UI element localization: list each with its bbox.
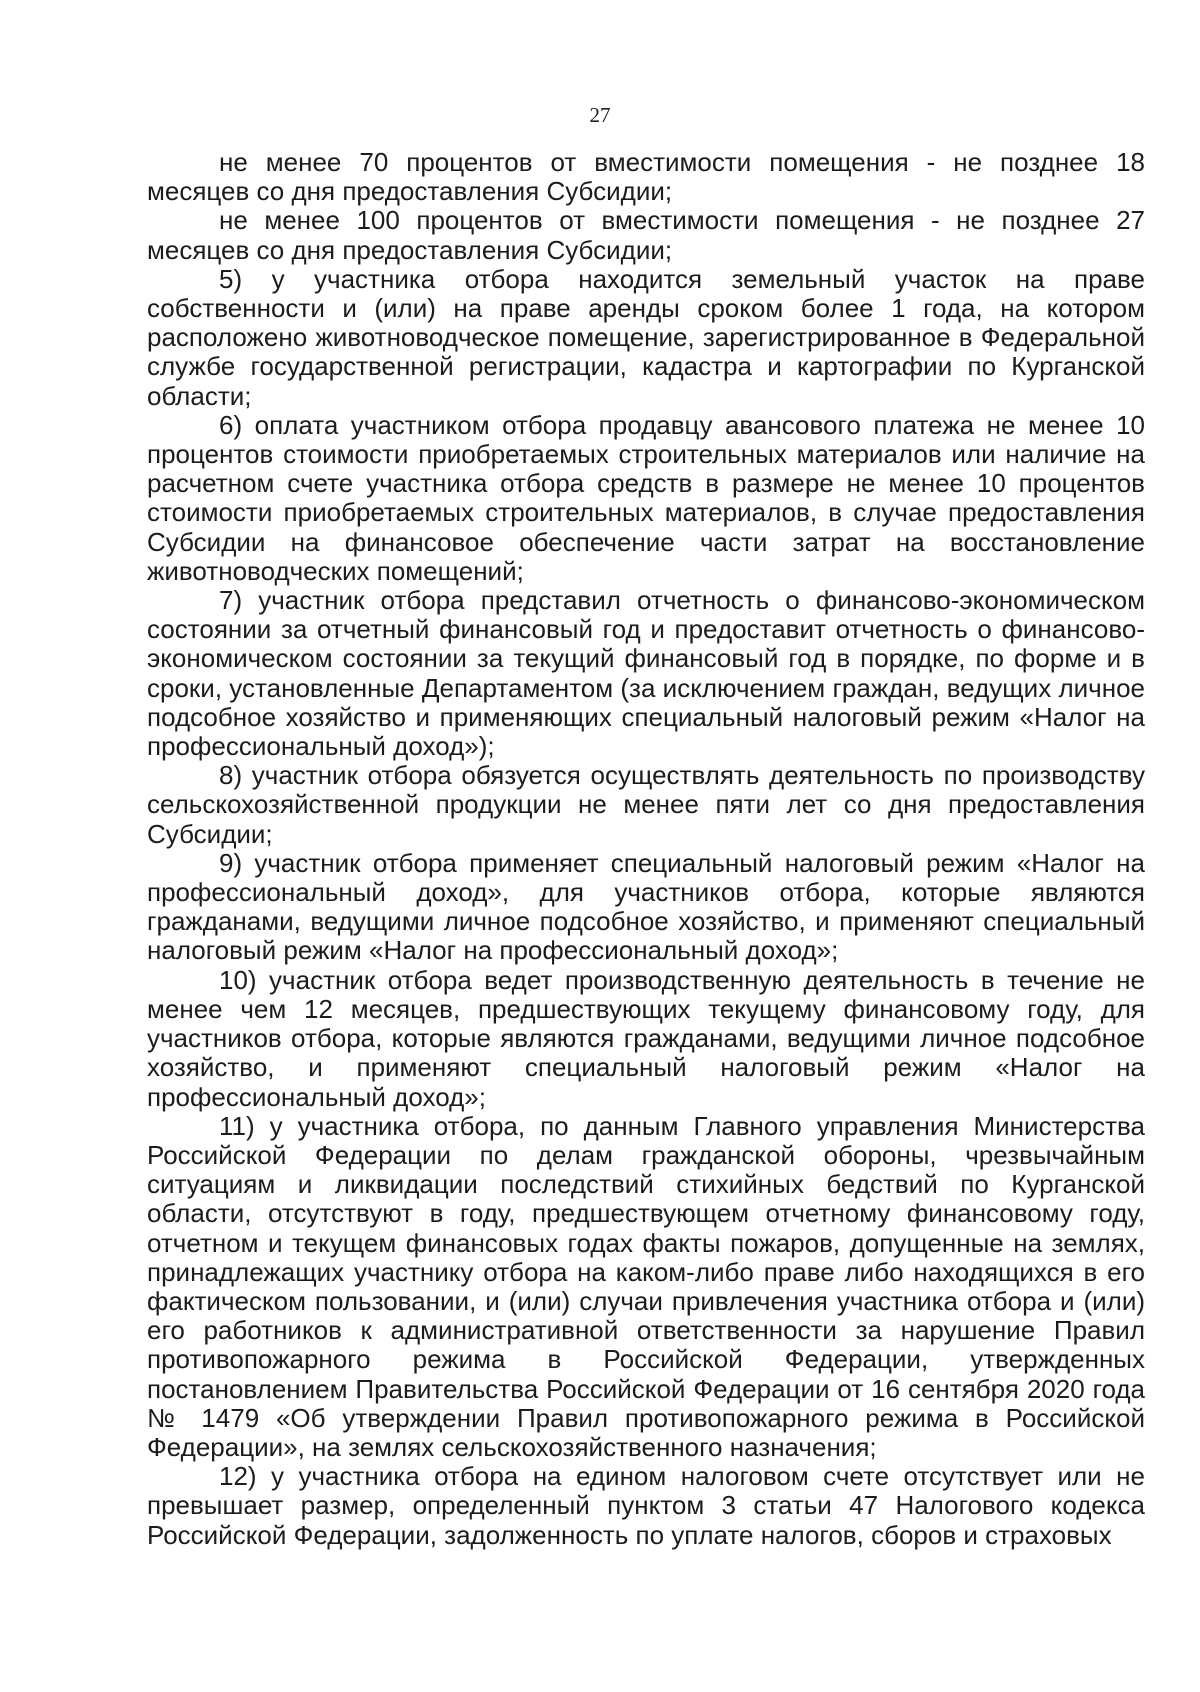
paragraph-item-11: 11) у участника отбора, по данным Главного управления Министерства Российской Федерации по делам гражданской обороны, чрезвычайным ситуациям и ликвидации последствий стихийных бедствий по Курганской области, отсутствуют в году, предшествующем отчетному финансовому году, отчетном и текущем финансовых годах факты пожаров, допущенные на землях, принадлежащих участнику отбора на каком-либо праве либо находящихся в его фактическом пользовании, и (или) случаи привлечения участника отбора и (или) его работников к административной ответственности за нарушение Правил противопожарного режима в Российской Федерации, утвержденных постановлением Правительства Российской Федерации от 16 сентября 2020 года № 1479 «Об утверждении Правил противопожарного режима в Российской Федерации», на землях сельскохозяйственного назначения; <box>147 1110 1145 1462</box>
paragraph-item-5: 5) у участника отбора находится земельный участок на праве собственности и (или) на праве аренды сроком более 1 года, на котором расположено животноводческое помещение, зарегистрированное в Федеральной службе государственной регистрации, кадастра и картографии по Курганской области; <box>147 263 1145 411</box>
page-number: 27 <box>589 103 611 127</box>
paragraph-item-7: 7) участник отбора представил отчетность о финансово-экономическом состоянии за отчетный финансовый год и предоставит отчетность о финансово-экономическом состоянии за текущий финансовый год в порядке, по форме и в сроки, установленные Департаментом (за исключением граждан, ведущих личное подсобное хозяйство и применяющих специальный налоговый режим «Налог на профессиональный доход»); <box>147 585 1145 762</box>
paragraph-item-6: 6) оплата участником отбора продавцу авансового платежа не менее 10 процентов стоимости приобретаемых строительных материалов или наличие на расчетном счете участника отбора средств в размере не менее 10 процентов стоимости приобретаемых строительных материалов, в случае предоставления Субсидии на финансовое обеспечение части затрат на восстановление животноводческих помещений; <box>147 409 1145 586</box>
paragraph-item-10: 10) участник отбора ведет производственную деятельность в течение не менее чем 12 месяцев, предшествующих текущему финансовому году, для участников отбора, которые являются гражданами, ведущими личное подсобное хозяйство, и применяют специальный налоговый режим «Налог на профессиональный доход»; <box>147 964 1145 1112</box>
paragraph-item-12: 12) у участника отбора на едином налоговом счете отсутствует или не превышает размер, определенный пунктом 3 статьи 47 Налогового кодекса Российской Федерации, задолженность по уплате налогов, сборов и страховых <box>147 1461 1145 1550</box>
paragraph-condition-100-percent: не менее 100 процентов от вместимости помещения - не позднее 27 месяцев со дня предоставления Субсидии; <box>147 205 1145 265</box>
paragraph-item-8: 8) участник отбора обязуется осуществлять деятельность по производству сельскохозяйственной продукции не менее пяти лет со дня предоставления Субсидии; <box>147 760 1145 849</box>
paragraph-item-9: 9) участник отбора применяет специальный налоговый режим «Налог на профессиональный доход», для участников отбора, которые являются гражданами, ведущими личное подсобное хозяйство, и применяют специальный налоговый режим «Налог на профессиональный доход»; <box>147 847 1145 966</box>
paragraph-condition-70-percent: не менее 70 процентов от вместимости помещения - не позднее 18 месяцев со дня предоставления Субсидии; <box>147 147 1145 207</box>
document-body <box>147 148 1145 1550</box>
